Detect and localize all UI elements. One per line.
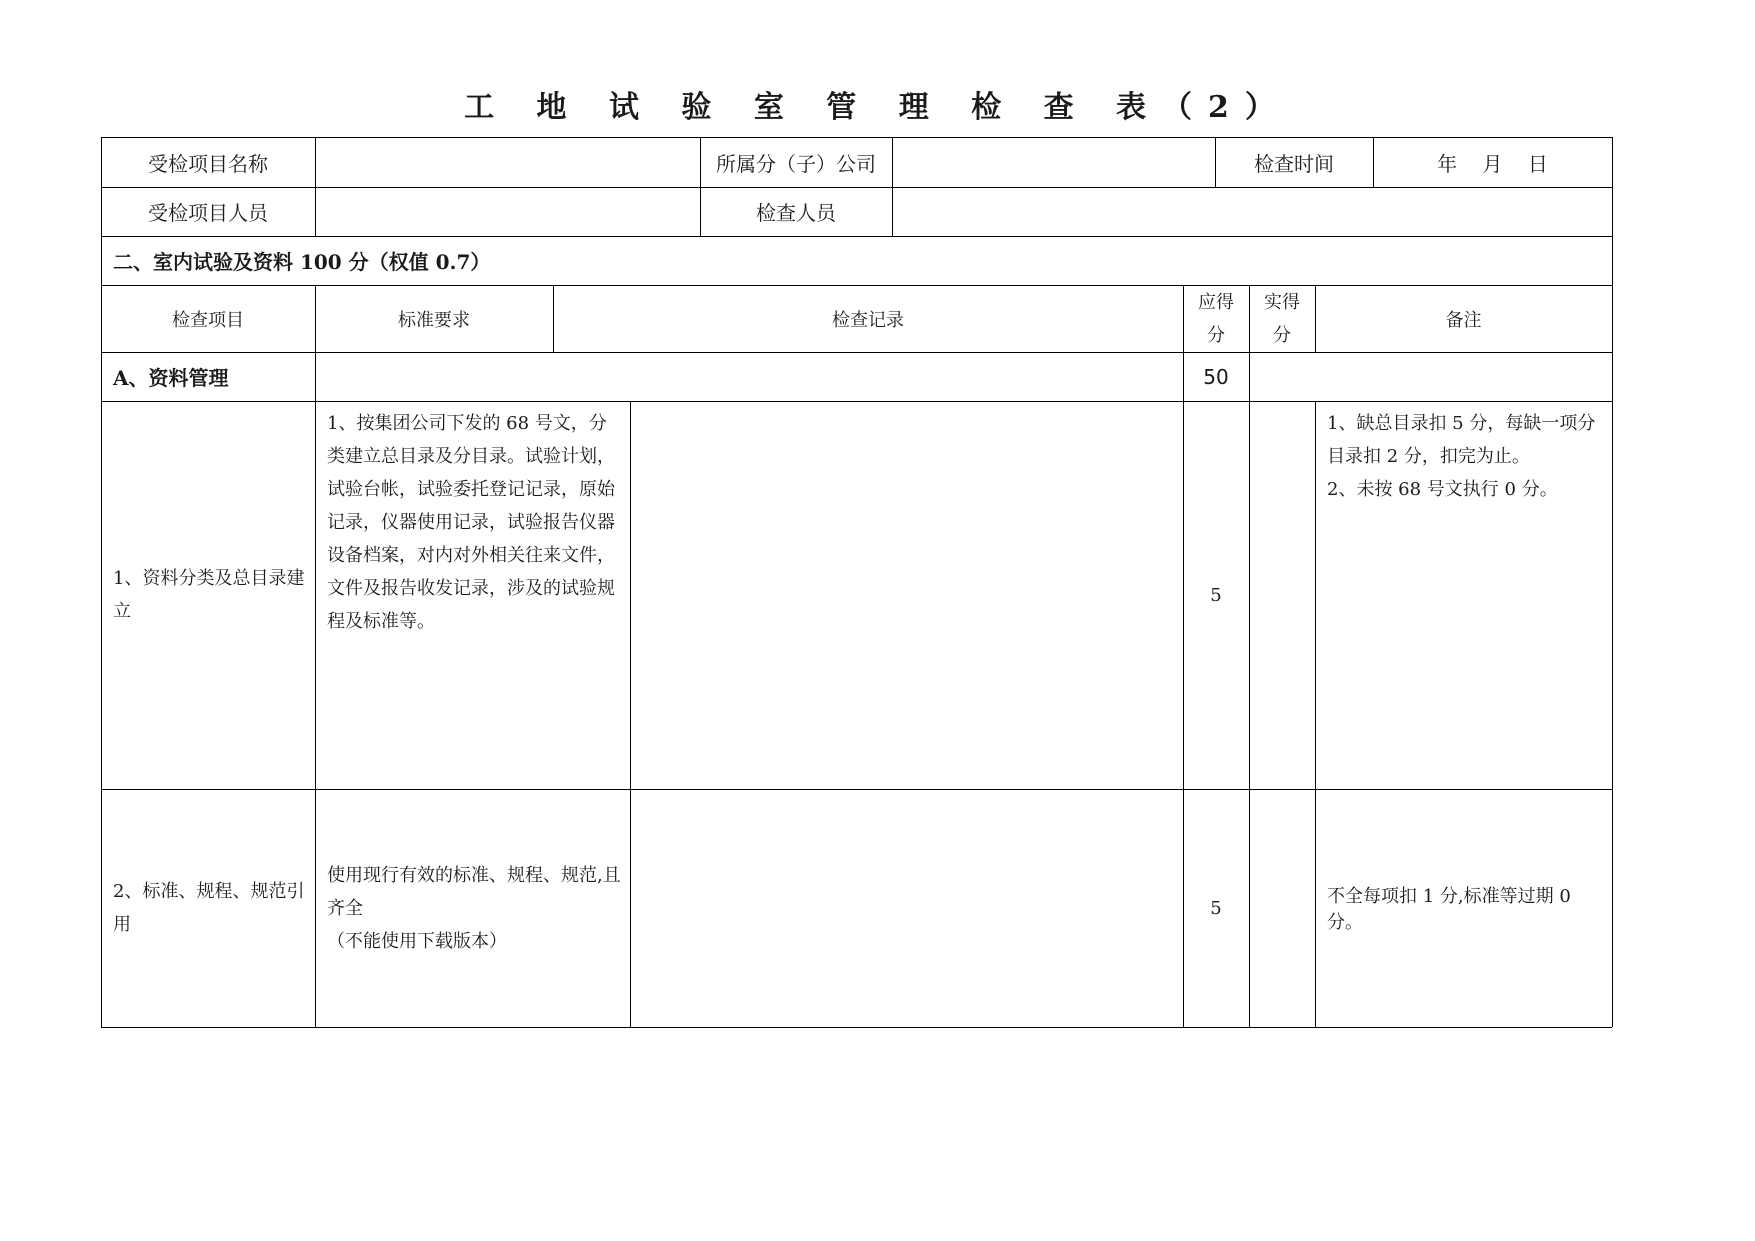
page-title: 工 地 试 验 室 管 理 检 查 表（2）: [464, 90, 1291, 125]
table-row-remarks: 1、缺总目录扣 5 分，每缺一项分目录扣 2 分，扣完为止。 2、未按 68 号文执行 0 分。: [1327, 413, 1596, 500]
column-header-standard: 标准要求: [398, 309, 470, 331]
column-header-record: 检查记录: [832, 309, 904, 331]
company-label: 所属分（子）公司: [716, 151, 876, 176]
standard-note: （不能使用下载版本）: [327, 930, 507, 952]
group-score: 50: [1203, 364, 1229, 389]
table-row-due-score: 5: [1210, 584, 1222, 606]
group-name: A、资料管理: [113, 366, 229, 390]
column-header-due-score: 应得分: [1198, 291, 1234, 346]
table-row-item: 1、资料分类及总目录建立: [113, 568, 305, 622]
project-staff-field[interactable]: [315, 187, 700, 236]
standard-text: 使用现行有效的标准、规程、规范,且齐全: [327, 864, 621, 919]
company-field[interactable]: [892, 137, 1215, 187]
project-name-field[interactable]: [315, 137, 700, 187]
table-row-remarks: 不全每项扣 1 分,标准等过期 0 分。: [1327, 886, 1571, 933]
table-row-record[interactable]: [630, 789, 1183, 1027]
inspector-label: 检查人员: [756, 201, 836, 225]
inspector-field[interactable]: [892, 187, 1612, 236]
section-title: 二、室内试验及资料 100 分（权值 0.7）: [113, 250, 491, 274]
table-row-item: 2、标准、规程、规范引用: [113, 881, 305, 935]
column-header-actual-score: 实得分: [1264, 291, 1300, 346]
check-time-label: 检查时间: [1254, 151, 1334, 176]
column-header-item: 检查项目: [172, 309, 244, 331]
check-time-field[interactable]: 年 月 日: [1437, 151, 1548, 176]
project-staff-label: 受检项目人员: [148, 201, 268, 225]
table-row-record[interactable]: [630, 401, 1183, 789]
table-row-actual-score[interactable]: [1249, 401, 1315, 789]
table-row-standard: 1、按集团公司下发的 68 号文，分类建立总目录及分目录。试验计划，试验台帐，试验委托登记记录，原始记录，仪器使用记录，试验报告仪器设备档案，对内对外相关往来文件，文件及报告收发记录，涉及的试验规程及标准等。: [327, 413, 615, 632]
table-row-standard: [315, 789, 630, 1027]
table-row-due-score: 5: [1210, 897, 1222, 919]
table-row-actual-score[interactable]: [1249, 789, 1315, 1027]
column-header-remarks: 备注: [1445, 309, 1482, 331]
project-name-label: 受检项目名称: [148, 151, 268, 176]
